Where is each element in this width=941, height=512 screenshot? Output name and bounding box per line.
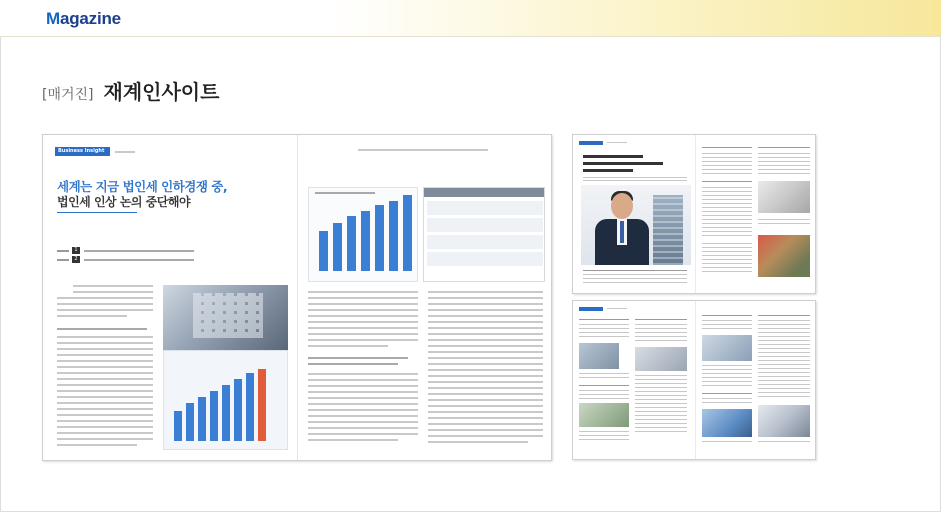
- thumb1-title-line1: [583, 155, 643, 158]
- page-title: [42, 76, 219, 105]
- right-data-table: [423, 187, 545, 282]
- summary-item-2: 2: [57, 256, 194, 263]
- thumb1-title-line2: [583, 162, 663, 165]
- thumb2-photo-b: [579, 403, 629, 427]
- magazine-logo[interactable]: Magazine: [46, 9, 121, 28]
- market-photo: [758, 235, 810, 277]
- magazine-spread-image[interactable]: [42, 134, 552, 461]
- article-title: 재계인사이트: [103, 80, 220, 104]
- thumb2-photo-a: [579, 343, 619, 369]
- portrait-face: [611, 193, 633, 219]
- summary-item-1: 1: [57, 247, 194, 254]
- thumb1-title-line3: [583, 169, 633, 172]
- thumbnail-spread-2[interactable]: [572, 300, 816, 460]
- category-label: [매거진]: [42, 87, 94, 103]
- thumb1-right-page: [695, 135, 817, 293]
- spread-left-page: [43, 135, 298, 460]
- thumb2-tag: [579, 307, 603, 311]
- spread-right-page: [298, 135, 553, 460]
- portrait-tie: [620, 221, 624, 243]
- shelf-photo: [758, 181, 810, 213]
- right-page-header: [358, 149, 488, 151]
- inline-bar-chart: [163, 350, 288, 450]
- spread-headline: 세계는 지금 법인세 인하경쟁 중,: [57, 179, 228, 194]
- building-photo: [653, 195, 683, 265]
- tag-caption: [115, 151, 135, 153]
- thumb2-left-page: [573, 301, 695, 459]
- site-header: [0, 0, 941, 37]
- thumb2-photo-c: [635, 347, 687, 371]
- section-tag: Business Insight: [55, 147, 110, 156]
- headline-rule: [57, 212, 137, 213]
- thumb2-right-page: [695, 301, 817, 459]
- thumbnail-spread-1[interactable]: [572, 134, 816, 294]
- thumb2-photo-e: [702, 409, 752, 437]
- drop-cap: [57, 283, 69, 297]
- calculator-keys: [193, 293, 263, 338]
- spread-subheadline: 법인세 인상 논의 중단해야: [57, 195, 191, 209]
- thumb2-photo-f: [758, 405, 810, 437]
- thumb2-photo-d: [702, 335, 752, 361]
- thumb1-left-page: [573, 135, 695, 293]
- right-bar-chart: [308, 187, 418, 282]
- thumb1-tag: [579, 141, 603, 145]
